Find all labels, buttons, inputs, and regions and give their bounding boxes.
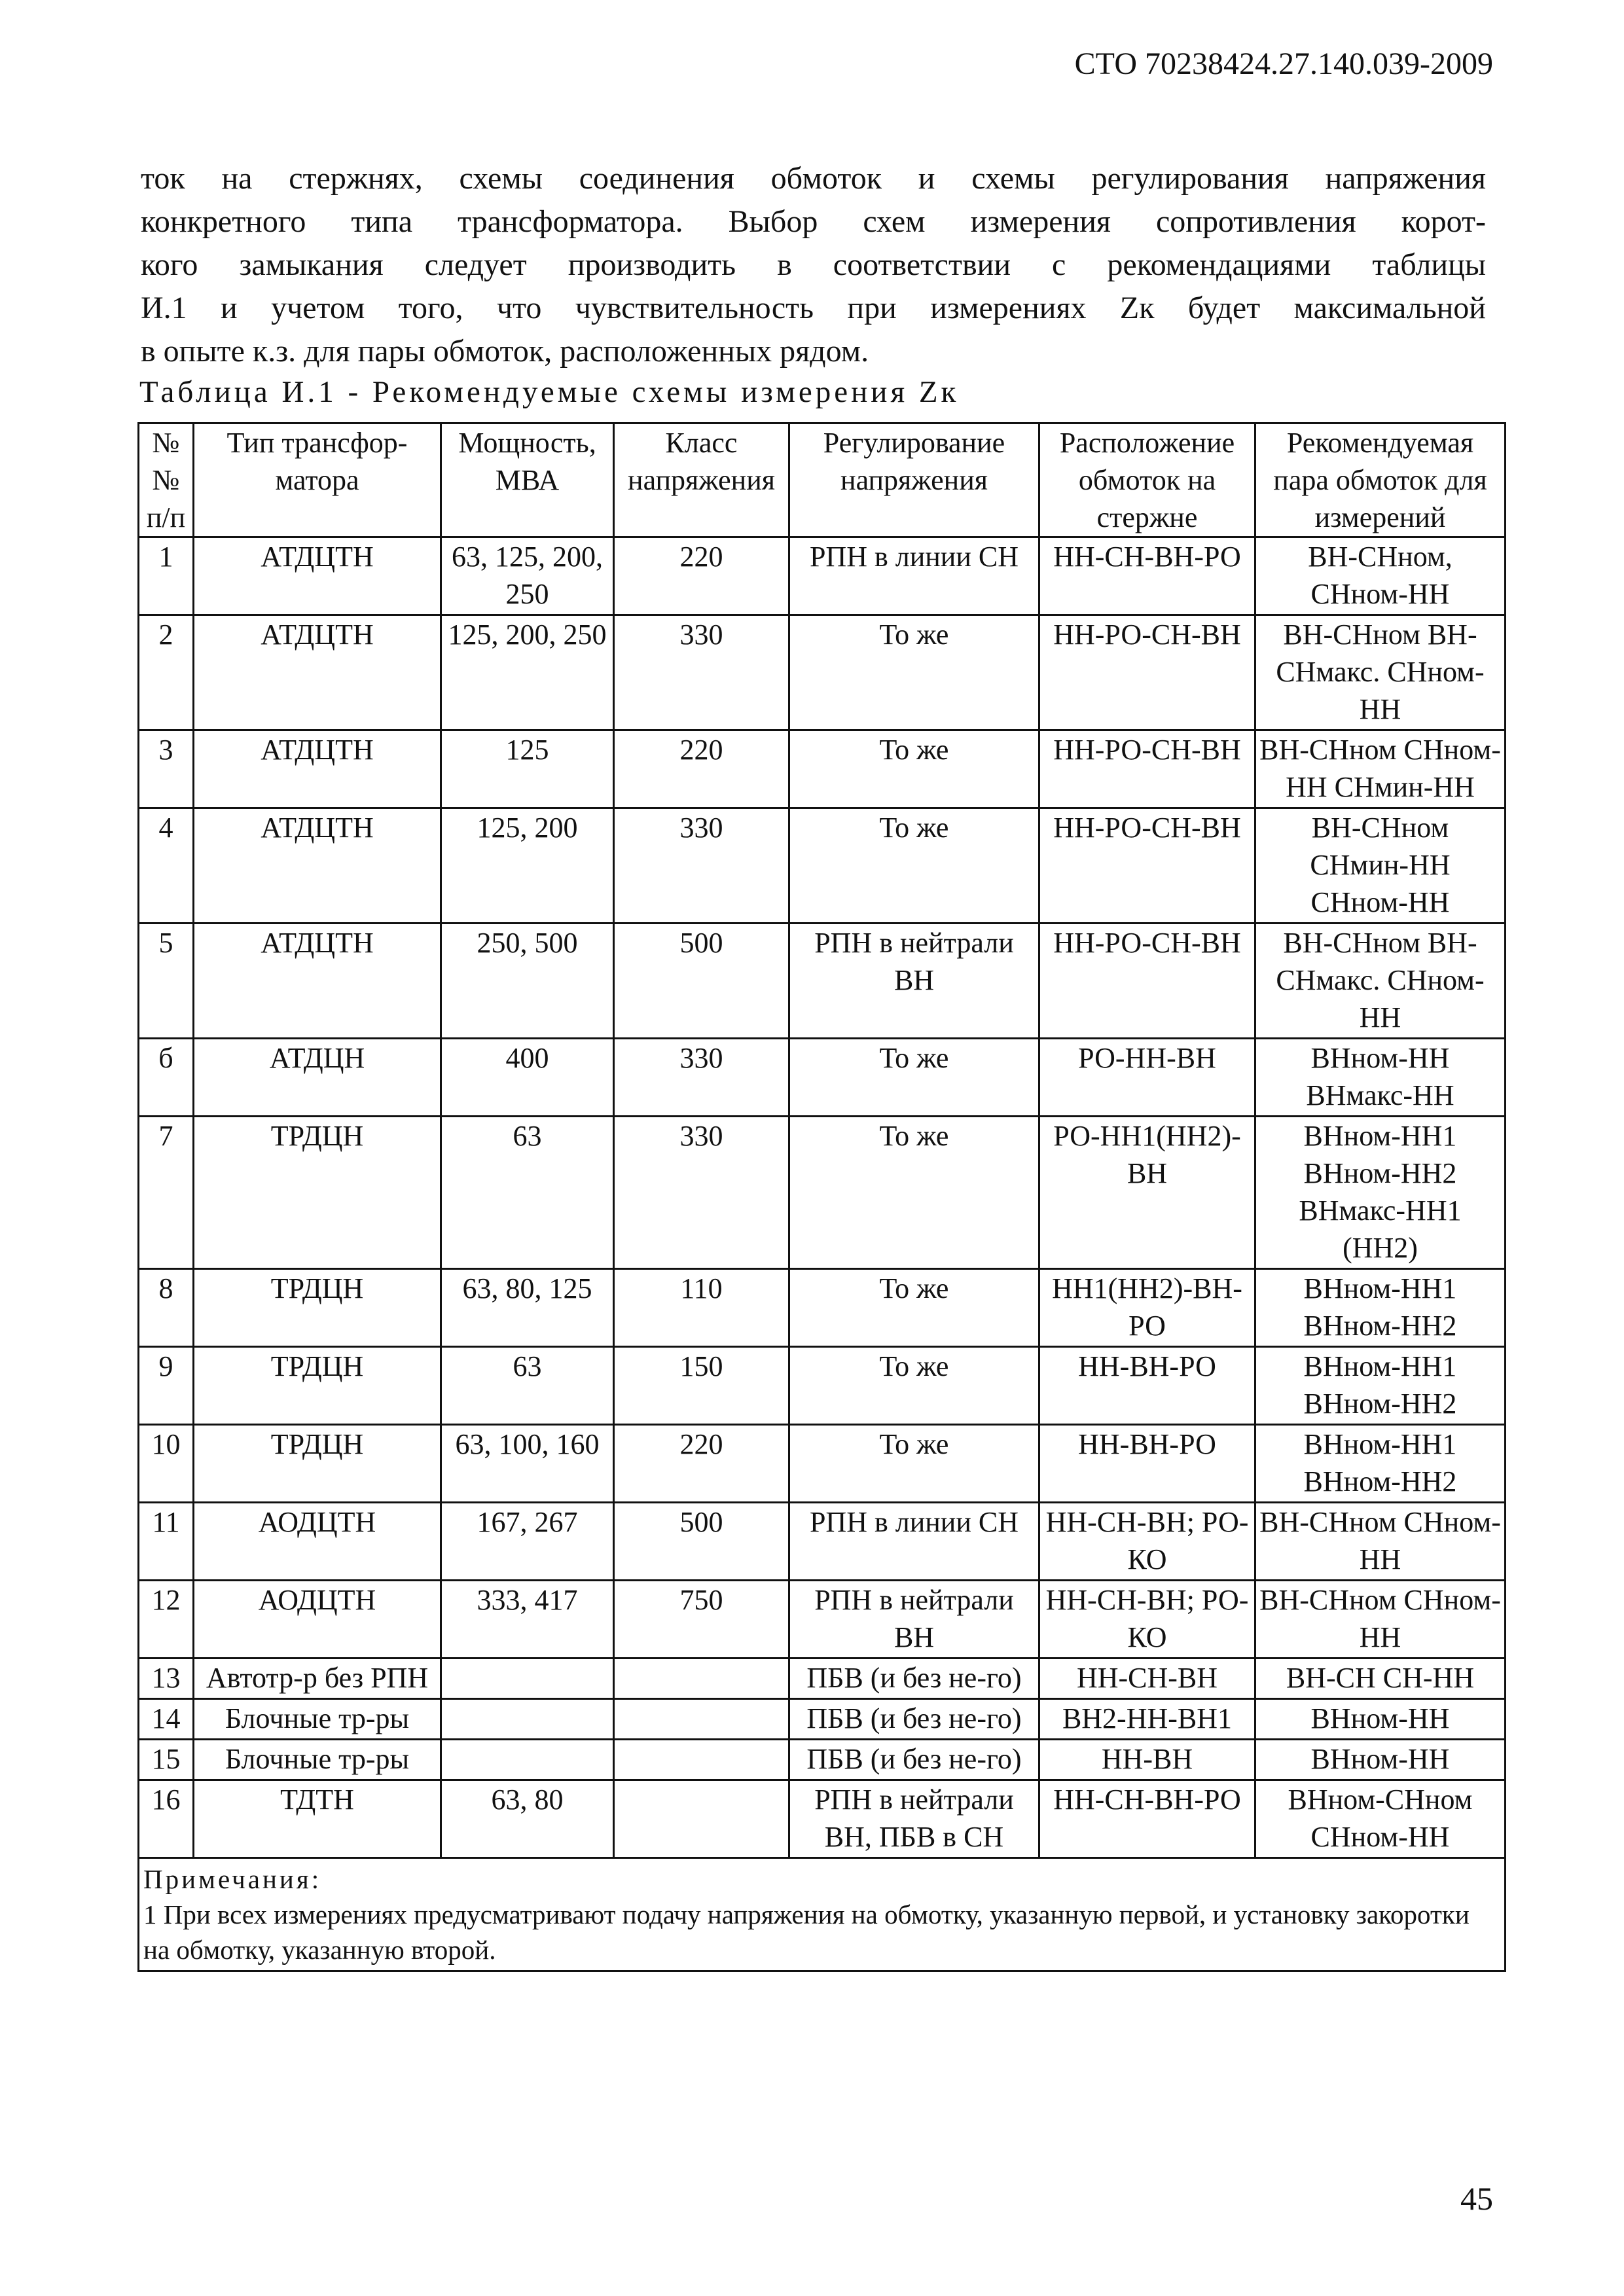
- winding-layout: НН-РО-СН-ВН: [1039, 615, 1255, 730]
- transformer-type: ТРДЦН: [194, 1117, 441, 1269]
- recommended-pair: ВН-СНном ВН-СНмакс. СНном-НН: [1255, 924, 1506, 1039]
- voltage-class: [614, 1780, 789, 1858]
- row-number: 3: [139, 730, 194, 808]
- recommended-pair: ВНном-СНном СНном-НН: [1255, 1780, 1506, 1858]
- table-row: [139, 537, 1506, 615]
- regulation: То же: [789, 1425, 1039, 1503]
- voltage-class: 330: [614, 615, 789, 730]
- notes-title: Примечания:: [143, 1864, 322, 1894]
- regulation: То же: [789, 808, 1039, 924]
- row-number: 10: [139, 1425, 194, 1503]
- row-number: 1: [139, 537, 194, 615]
- voltage-class: 220: [614, 537, 789, 615]
- table-row: [139, 1740, 1506, 1780]
- recommended-pair: ВНном-НН ВНмакс-НН: [1255, 1039, 1506, 1117]
- header-type: Тип трансфор-матора: [194, 423, 441, 537]
- voltage-class: 110: [614, 1269, 789, 1347]
- transformer-type: АОДЦТН: [194, 1581, 441, 1659]
- transformer-type: Автотр-р без РПН: [194, 1659, 441, 1699]
- regulation: РПН в линии СН: [789, 1503, 1039, 1581]
- header-recommended-pair: Рекомендуемая пара обмоток для измерений: [1255, 423, 1506, 537]
- regulation: ПБВ (и без не-го): [789, 1659, 1039, 1699]
- header-power: Мощность, МВА: [441, 423, 614, 537]
- regulation: То же: [789, 730, 1039, 808]
- regulation: То же: [789, 1117, 1039, 1269]
- table-row: [139, 1039, 1506, 1117]
- recommended-pair: ВНном-НН: [1255, 1740, 1506, 1780]
- power-value: [441, 1740, 614, 1780]
- regulation: РПН в линии СН: [789, 537, 1039, 615]
- transformer-type: АТДЦН: [194, 1039, 441, 1117]
- transformer-type: ТДТН: [194, 1780, 441, 1858]
- recommended-pair: ВН-СНном ВН-СНмакс. СНном-НН: [1255, 615, 1506, 730]
- voltage-class: [614, 1699, 789, 1740]
- power-value: 63, 80: [441, 1780, 614, 1858]
- voltage-class: 500: [614, 1503, 789, 1581]
- voltage-class: 750: [614, 1581, 789, 1659]
- power-value: 63, 80, 125: [441, 1269, 614, 1347]
- transformer-type: ТРДЦН: [194, 1347, 441, 1425]
- voltage-class: 500: [614, 924, 789, 1039]
- transformer-type: Блочные тр-ры: [194, 1699, 441, 1740]
- winding-layout: НН-РО-СН-ВН: [1039, 924, 1255, 1039]
- table-row: [139, 1269, 1506, 1347]
- transformer-type: АТДЦТН: [194, 924, 441, 1039]
- power-value: 250, 500: [441, 924, 614, 1039]
- table-header-row: [139, 423, 1506, 537]
- voltage-class: [614, 1740, 789, 1780]
- voltage-class: [614, 1659, 789, 1699]
- row-number: 7: [139, 1117, 194, 1269]
- table-row: [139, 1425, 1506, 1503]
- regulation: То же: [789, 1347, 1039, 1425]
- recommended-pair: ВН-СНном, СНном-НН: [1255, 537, 1506, 615]
- winding-layout: НН-СН-ВН: [1039, 1659, 1255, 1699]
- winding-layout: НН-РО-СН-ВН: [1039, 730, 1255, 808]
- table-row: [139, 1117, 1506, 1269]
- header-regulation: Регулирование напряжения: [789, 423, 1039, 537]
- row-number: 4: [139, 808, 194, 924]
- notes-row: [139, 1858, 1506, 1971]
- intro-line: в опыте к.з. для пары обмоток, расположенных рядом.: [141, 334, 869, 368]
- intro-line: И.1 и учетом того, что чувствительность при измерениях Zк будет максимальной: [141, 291, 1486, 325]
- transformer-type: АТДЦТН: [194, 537, 441, 615]
- row-number: б: [139, 1039, 194, 1117]
- recommended-pair: ВНном-НН1 ВНном-НН2: [1255, 1269, 1506, 1347]
- transformer-type: ТРДЦН: [194, 1269, 441, 1347]
- row-number: 2: [139, 615, 194, 730]
- winding-layout: НН-ВН-РО: [1039, 1347, 1255, 1425]
- regulation: ПБВ (и без не-го): [789, 1740, 1039, 1780]
- row-number: 14: [139, 1699, 194, 1740]
- header-winding-layout: Расположение обмоток на стержне: [1039, 423, 1255, 537]
- winding-layout: РО-НН-ВН: [1039, 1039, 1255, 1117]
- power-value: 63, 125, 200, 250: [441, 537, 614, 615]
- recommended-pair: ВН-СН СН-НН: [1255, 1659, 1506, 1699]
- winding-layout: НН-СН-ВН-РО: [1039, 1780, 1255, 1858]
- transformer-type: АТДЦТН: [194, 615, 441, 730]
- row-number: 5: [139, 924, 194, 1039]
- row-number: 13: [139, 1659, 194, 1699]
- power-value: 125: [441, 730, 614, 808]
- voltage-class: 220: [614, 730, 789, 808]
- recommended-pair: ВНном-НН1 ВНном-НН2: [1255, 1425, 1506, 1503]
- table-row: [139, 730, 1506, 808]
- regulation: То же: [789, 1039, 1039, 1117]
- winding-layout: НН-СН-ВН-РО: [1039, 537, 1255, 615]
- row-number: 11: [139, 1503, 194, 1581]
- power-value: 125, 200: [441, 808, 614, 924]
- table-row: [139, 1503, 1506, 1581]
- voltage-class: 150: [614, 1347, 789, 1425]
- voltage-class: 330: [614, 808, 789, 924]
- power-value: 63: [441, 1117, 614, 1269]
- table-row: [139, 1347, 1506, 1425]
- table-row: [139, 1780, 1506, 1858]
- recommended-pair: ВНном-НН1 ВНном-НН2: [1255, 1347, 1506, 1425]
- winding-layout: НН-СН-ВН; РО-КО: [1039, 1581, 1255, 1659]
- recommended-pair: ВН-СНном СНном-НН СНмин-НН: [1255, 730, 1506, 808]
- table-container: [137, 422, 1504, 1972]
- regulation: То же: [789, 615, 1039, 730]
- page-number: 45: [1460, 2180, 1493, 2217]
- measurement-schemes-table: [137, 422, 1506, 1972]
- winding-layout: НН-РО-СН-ВН: [1039, 808, 1255, 924]
- transformer-type: ТРДЦН: [194, 1425, 441, 1503]
- recommended-pair: ВНном-НН1 ВНном-НН2 ВНмакс-НН1 (НН2): [1255, 1117, 1506, 1269]
- row-number: 8: [139, 1269, 194, 1347]
- power-value: 125, 200, 250: [441, 615, 614, 730]
- intro-line: ток на стержнях, схемы соединения обмоток и схемы регулирования напряжения: [141, 161, 1486, 196]
- row-number: 9: [139, 1347, 194, 1425]
- winding-layout: РО-НН1(НН2)-ВН: [1039, 1117, 1255, 1269]
- transformer-type: Блочные тр-ры: [194, 1740, 441, 1780]
- table-row: [139, 1581, 1506, 1659]
- regulation: То же: [789, 1269, 1039, 1347]
- transformer-type: АОДЦТН: [194, 1503, 441, 1581]
- voltage-class: 330: [614, 1039, 789, 1117]
- voltage-class: 330: [614, 1117, 789, 1269]
- recommended-pair: ВН-СНном СНном-НН: [1255, 1581, 1506, 1659]
- transformer-type: АТДЦТН: [194, 730, 441, 808]
- notes-cell: [139, 1858, 1506, 1971]
- table-caption: Таблица И.1 - Рекомендуемые схемы измерения Zк: [139, 375, 960, 409]
- power-value: 167, 267: [441, 1503, 614, 1581]
- table-row: [139, 615, 1506, 730]
- power-value: 333, 417: [441, 1581, 614, 1659]
- notes-text: 1 При всех измерениях предусматривают подачу напряжения на обмотку, указанную первой, и установку закоротки на обмотку, указанную второй.: [143, 1899, 1470, 1965]
- intro-line: кого замыкания следует производить в соответствии с рекомендациями таблицы: [141, 247, 1486, 282]
- recommended-pair: ВНном-НН: [1255, 1699, 1506, 1740]
- voltage-class: 220: [614, 1425, 789, 1503]
- intro-paragraph: [141, 157, 1486, 373]
- row-number: 12: [139, 1581, 194, 1659]
- recommended-pair: ВН-СНном СНном-НН: [1255, 1503, 1506, 1581]
- regulation: РПН в нейтрали ВН, ПБВ в СН: [789, 1780, 1039, 1858]
- power-value: [441, 1659, 614, 1699]
- regulation: ПБВ (и без не-го): [789, 1699, 1039, 1740]
- recommended-pair: ВН-СНном СНмин-НН СНном-НН: [1255, 808, 1506, 924]
- winding-layout: НН-ВН-РО: [1039, 1425, 1255, 1503]
- winding-layout: НН-ВН: [1039, 1740, 1255, 1780]
- winding-layout: ВН2-НН-ВН1: [1039, 1699, 1255, 1740]
- power-value: 400: [441, 1039, 614, 1117]
- regulation: РПН в нейтрали ВН: [789, 924, 1039, 1039]
- header-number: № № п/п: [139, 423, 194, 537]
- table-row: [139, 808, 1506, 924]
- winding-layout: НН1(НН2)-ВН-РО: [1039, 1269, 1255, 1347]
- row-number: 16: [139, 1780, 194, 1858]
- table-row: [139, 1699, 1506, 1740]
- table-row: [139, 1659, 1506, 1699]
- power-value: [441, 1699, 614, 1740]
- document-code: СТО 70238424.27.140.039-2009: [1074, 46, 1493, 81]
- table-row: [139, 924, 1506, 1039]
- intro-line: конкретного типа трансформатора. Выбор схем измерения сопротивления корот-: [141, 204, 1486, 239]
- header-voltage-class: Класс напряжения: [614, 423, 789, 537]
- power-value: 63, 100, 160: [441, 1425, 614, 1503]
- power-value: 63: [441, 1347, 614, 1425]
- row-number: 15: [139, 1740, 194, 1780]
- winding-layout: НН-СН-ВН; РО-КО: [1039, 1503, 1255, 1581]
- regulation: РПН в нейтрали ВН: [789, 1581, 1039, 1659]
- transformer-type: АТДЦТН: [194, 808, 441, 924]
